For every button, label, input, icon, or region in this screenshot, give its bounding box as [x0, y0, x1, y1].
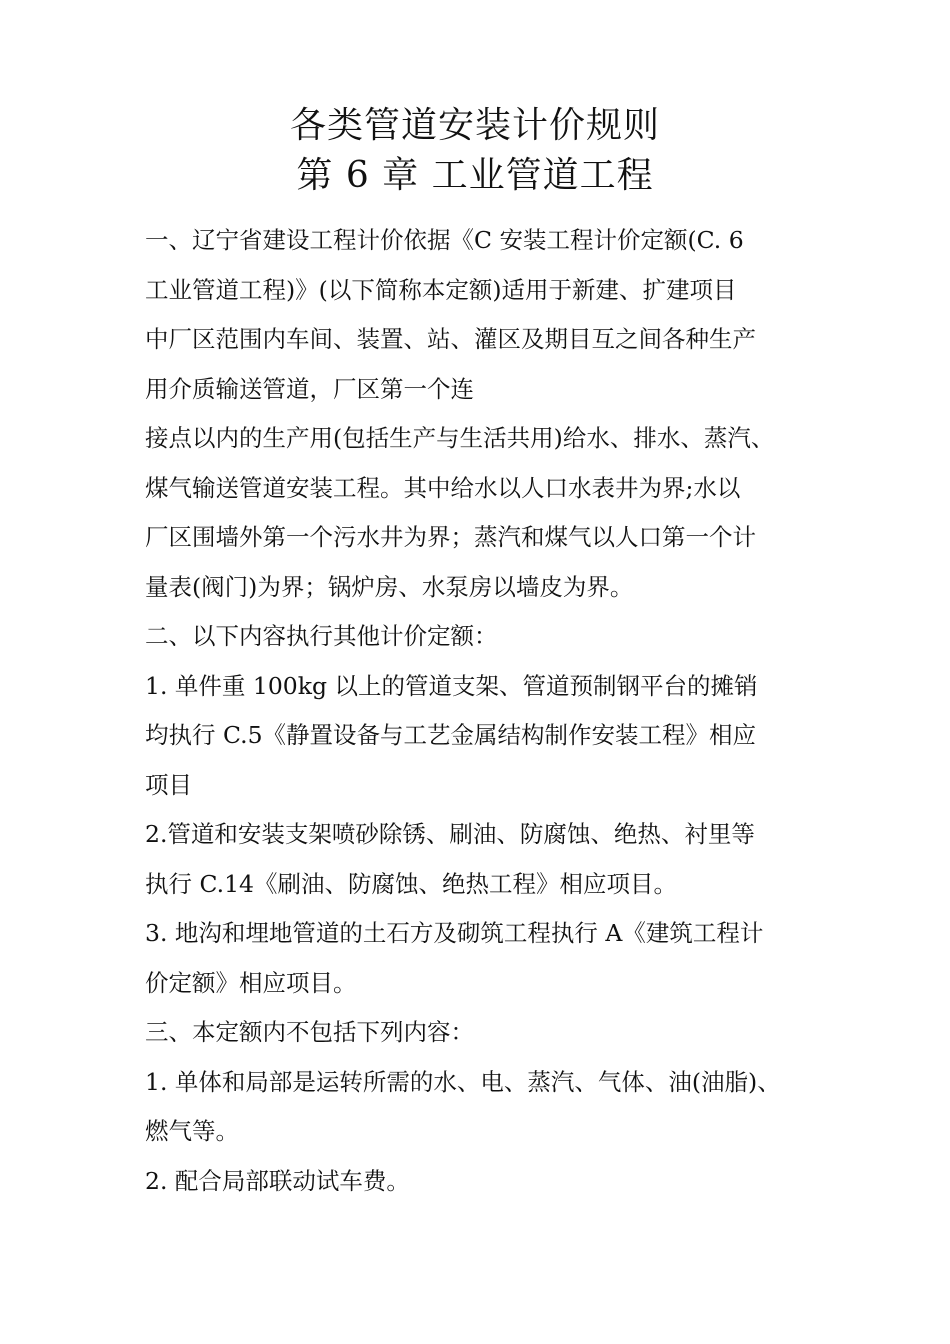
list-item: 3. 地沟和埋地管道的土石方及砌筑工程执行 A《建筑工程计: [145, 919, 764, 947]
paragraph-line: 量表(阀门)为界；锅炉房、水泵房以墙皮为界。: [145, 572, 634, 601]
list-item: 1. 单体和局部是运转所需的水、电、蒸汽、气体、油(油脂)、: [145, 1067, 781, 1096]
paragraph-line: 中厂区范围内车间、装置、站、灌区及期目互之间各种生产: [145, 325, 756, 353]
document-body: [145, 216, 815, 1206]
document-title: 各类管道安装计价规则: [289, 105, 660, 146]
list-item: 价定额》相应项目。: [145, 968, 357, 997]
list-item: 2.管道和安装支架喷砂除锈、刷油、防腐蚀、绝热、衬里等: [145, 820, 755, 848]
list-item: 燃气等。: [145, 1117, 239, 1145]
paragraph-line: 厂区围墙外第一个污水井为界；蒸汽和煤气以人口第一个计: [145, 523, 756, 551]
list-item: 均执行 C.5《静置设备与工艺金属结构制作安装工程》相应: [145, 721, 757, 749]
paragraph-line: 用介质输送管道，厂区第一个连: [145, 374, 474, 403]
list-item: 1. 单件重 100kg 以上的管道支架、管道预制钢平台的摊销: [145, 671, 758, 700]
list-item: 2. 配合局部联动试车费。: [145, 1166, 410, 1195]
paragraph-line: 煤气输送管道安装工程。其中给水以人口水表井为界;水以: [145, 473, 741, 502]
paragraph-line: 一、辽宁省建设工程计价依据《C 安装工程计价定额(C. 6: [145, 226, 744, 254]
section-heading: 二、以下内容执行其他计价定额：: [145, 622, 498, 650]
list-item: 项目: [145, 770, 192, 799]
section-heading: 三、本定额内不包括下列内容：: [145, 1018, 474, 1046]
list-item: 执行 C.14《刷油、防腐蚀、绝热工程》相应项目。: [145, 869, 677, 898]
paragraph-line: 接点以内的生产用(包括生产与生活共用)给水、排水、蒸汽、: [145, 424, 775, 452]
paragraph-line: 工业管道工程)》(以下简称本定额)适用于新建、扩建项目: [145, 275, 737, 304]
chapter-title: 第 6 章 工业管道工程: [296, 155, 654, 196]
